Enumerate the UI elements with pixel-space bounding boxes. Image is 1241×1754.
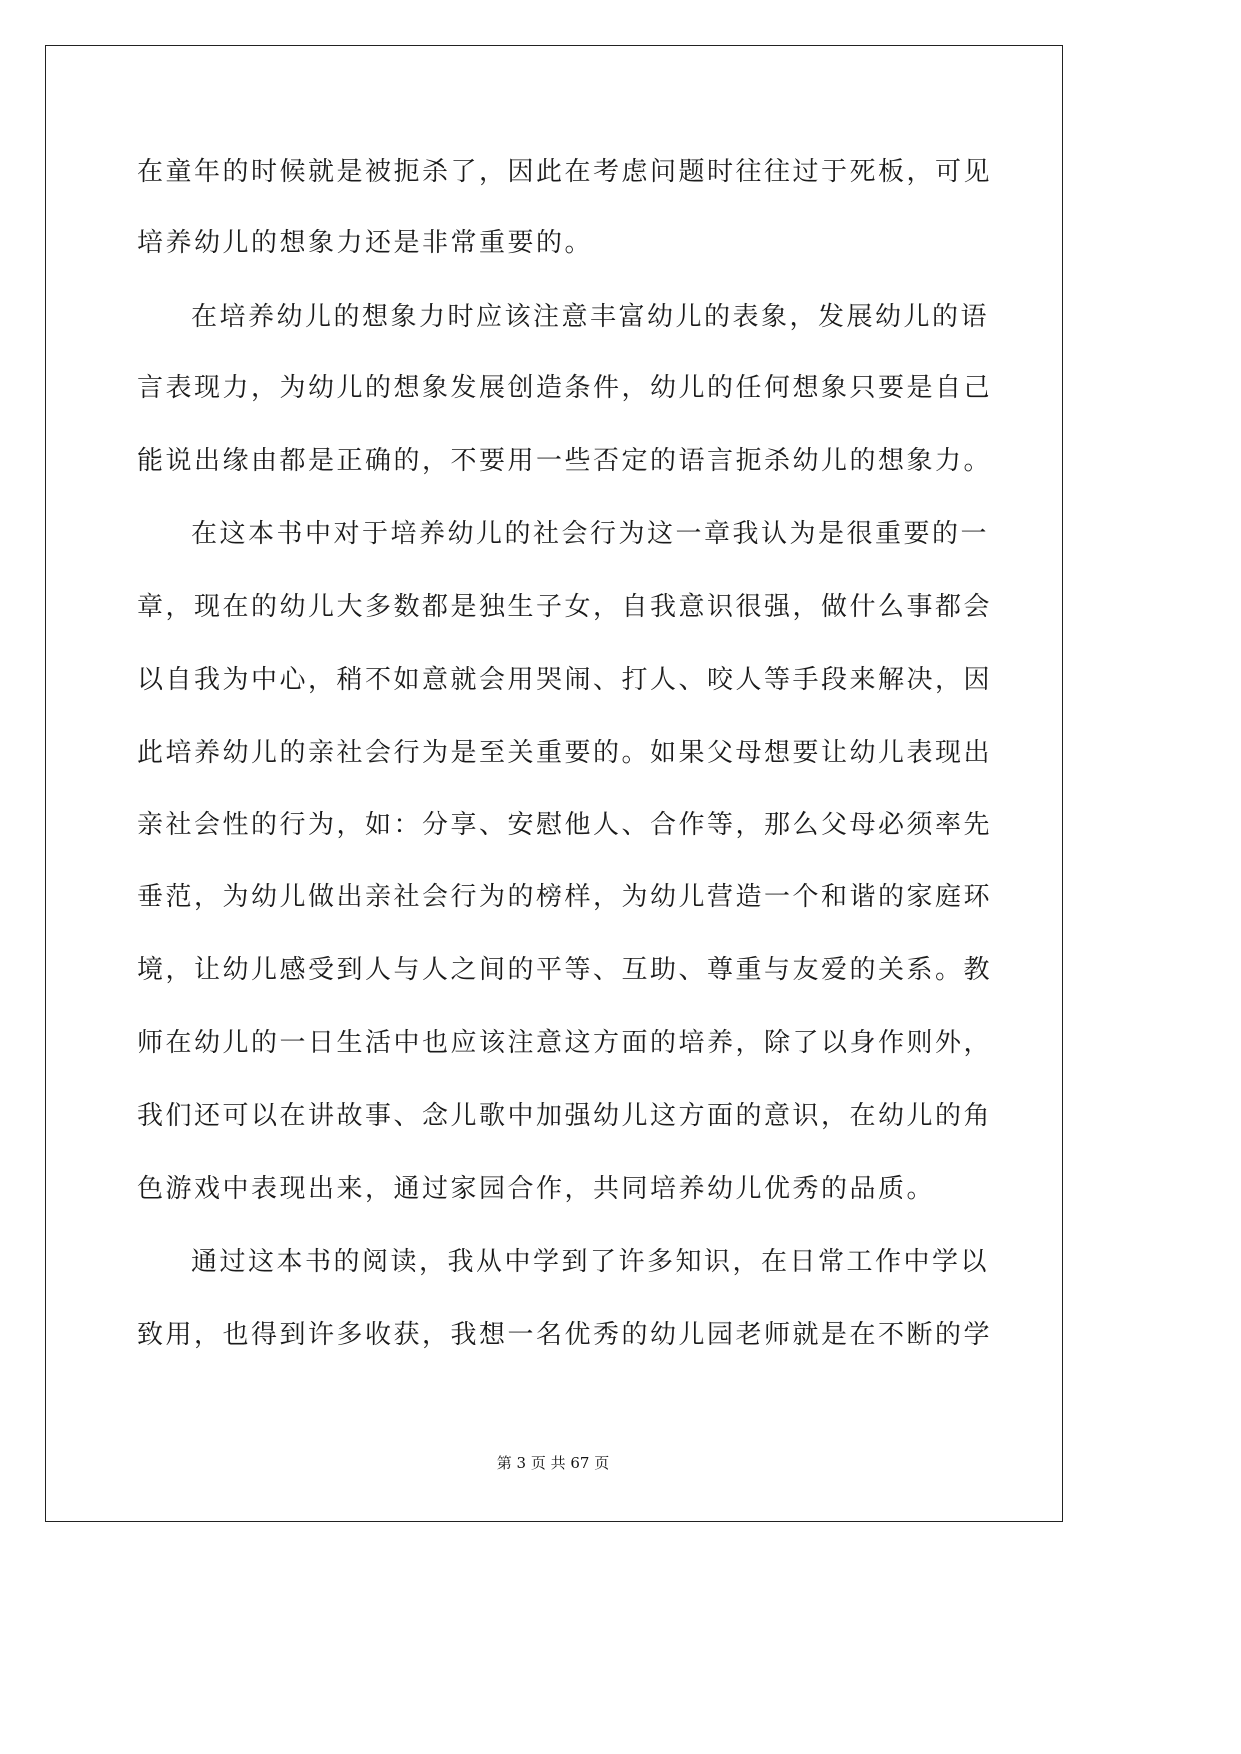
body-text-line: 言表现力，为幼儿的想象发展创造条件，幼儿的任何想象只要是自己 xyxy=(137,373,993,403)
body-text-line: 通过这本书的阅读，我从中学到了许多知识，在日常工作中学以 xyxy=(191,1247,990,1277)
page-number-footer: 第 3 页 共 67 页 xyxy=(496,1454,610,1472)
body-text-line: 培养幼儿的想象力还是非常重要的。 xyxy=(137,228,594,258)
body-text-line: 我们还可以在讲故事、念儿歌中加强幼儿这方面的意识，在幼儿的角 xyxy=(137,1101,993,1131)
body-text-line: 在培养幼儿的想象力时应该注意丰富幼儿的表象，发展幼儿的语 xyxy=(191,302,990,332)
body-text-line: 致用，也得到许多收获，我想一名优秀的幼儿园老师就是在不断的学 xyxy=(137,1320,993,1350)
body-text-line: 在童年的时候就是被扼杀了，因此在考虑问题时往往过于死板，可见 xyxy=(137,157,993,187)
page-border xyxy=(45,45,1063,1522)
body-text-line: 在这本书中对于培养幼儿的社会行为这一章我认为是很重要的一 xyxy=(191,519,990,549)
body-text-line: 师在幼儿的一日生活中也应该注意这方面的培养，除了以身作则外， xyxy=(137,1028,993,1058)
body-text-line: 境，让幼儿感受到人与人之间的平等、互助、尊重与友爱的关系。教 xyxy=(137,955,993,985)
body-text-line: 能说出缘由都是正确的，不要用一些否定的语言扼杀幼儿的想象力。 xyxy=(137,446,993,476)
body-text-line: 亲社会性的行为，如：分享、安慰他人、合作等，那么父母必须率先 xyxy=(137,810,993,840)
body-text-line: 色游戏中表现出来，通过家园合作，共同培养幼儿优秀的品质。 xyxy=(137,1174,936,1204)
body-text-line: 章，现在的幼儿大多数都是独生子女，自我意识很强，做什么事都会 xyxy=(137,592,993,622)
body-text-line: 以自我为中心，稍不如意就会用哭闹、打人、咬人等手段来解决，因 xyxy=(137,665,993,695)
body-text-line: 垂范，为幼儿做出亲社会行为的榜样，为幼儿营造一个和谐的家庭环 xyxy=(137,882,993,912)
body-text-line: 此培养幼儿的亲社会行为是至关重要的。如果父母想要让幼儿表现出 xyxy=(137,738,993,768)
